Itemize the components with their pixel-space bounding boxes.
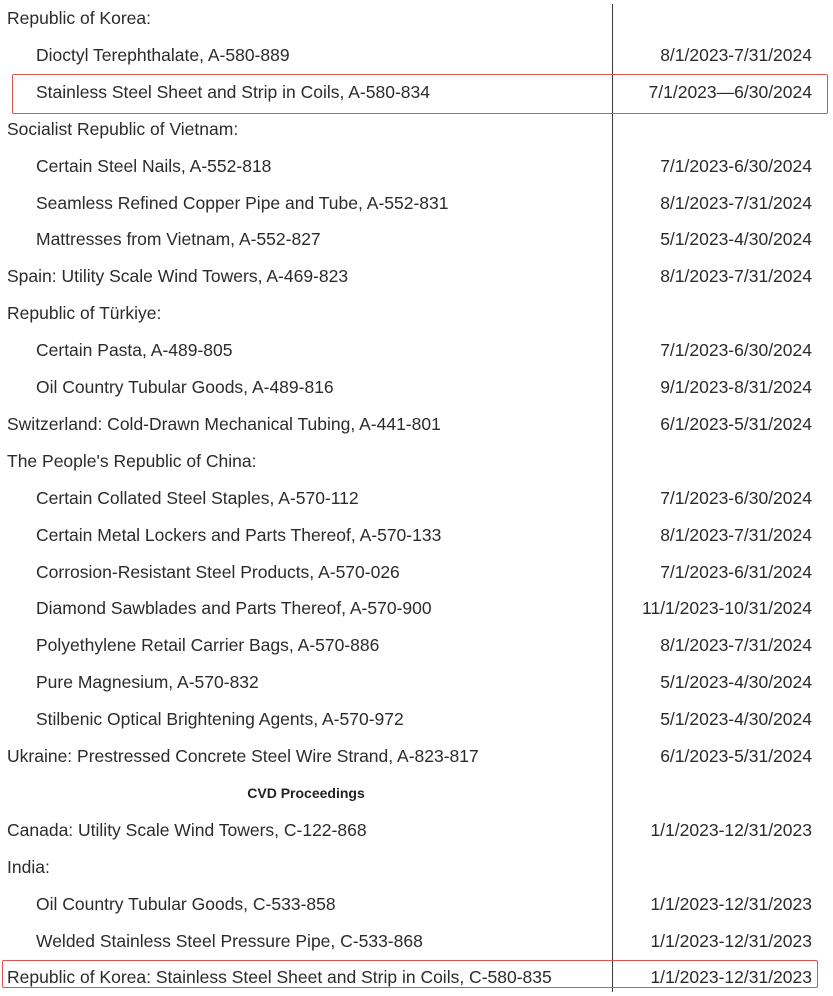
country-label: Canada: Utility Scale Wind Towers, C-122-868 — [7, 820, 367, 840]
review-period: 1/1/2023-12/31/2023 — [650, 894, 812, 914]
section-title: CVD Proceedings — [247, 785, 365, 801]
review-period: 8/1/2023-7/31/2024 — [660, 635, 812, 655]
table-row — [0, 111, 833, 148]
item-label: Mattresses from Vietnam, A-552-827 — [36, 229, 321, 249]
country-label: Ukraine: Prestressed Concrete Steel Wire Strand, A-823-817 — [7, 746, 479, 766]
review-period: 7/1/2023-6/30/2024 — [660, 340, 812, 360]
review-period: 7/1/2023-6/30/2024 — [660, 488, 812, 508]
review-period: 5/1/2023-4/30/2024 — [660, 229, 812, 249]
country-label: Republic of Korea: — [7, 8, 151, 28]
review-period: 5/1/2023-4/30/2024 — [660, 709, 812, 729]
review-period: 9/1/2023-8/31/2024 — [660, 377, 812, 397]
section-header-row — [0, 775, 833, 812]
table-row — [0, 37, 833, 74]
table-row — [0, 959, 833, 996]
table-row — [0, 664, 833, 701]
table-row — [0, 258, 833, 295]
review-period: 5/1/2023-4/30/2024 — [660, 672, 812, 692]
table-row — [0, 221, 833, 258]
country-label: Republic of Türkiye: — [7, 303, 162, 323]
table-row — [0, 923, 833, 960]
country-label: Switzerland: Cold-Drawn Mechanical Tubing, A-441-801 — [7, 414, 441, 434]
review-period: 8/1/2023-7/31/2024 — [660, 266, 812, 286]
item-label: Dioctyl Terephthalate, A-580-889 — [36, 45, 290, 65]
item-label: Welded Stainless Steel Pressure Pipe, C-533-868 — [36, 931, 423, 951]
item-label: Oil Country Tubular Goods, A-489-816 — [36, 377, 334, 397]
table-row — [0, 849, 833, 886]
table-row — [0, 148, 833, 185]
table-row — [0, 185, 833, 222]
country-label: Republic of Korea: Stainless Steel Sheet and Strip in Coils, C-580-835 — [7, 967, 552, 987]
item-label: Seamless Refined Copper Pipe and Tube, A-552-831 — [36, 193, 449, 213]
table-row — [0, 812, 833, 849]
table-row — [0, 443, 833, 480]
review-period: 11/1/2023-10/31/2024 — [642, 598, 812, 618]
table-row — [0, 0, 833, 37]
review-period: 6/1/2023-5/31/2024 — [660, 746, 812, 766]
item-label: Diamond Sawblades and Parts Thereof, A-570-900 — [36, 598, 432, 618]
review-period: 8/1/2023-7/31/2024 — [660, 45, 812, 65]
review-period: 7/1/2023-6/31/2024 — [660, 562, 812, 582]
table-row — [0, 74, 833, 111]
review-period: 8/1/2023-7/31/2024 — [660, 193, 812, 213]
table-row — [0, 517, 833, 554]
review-period: 7/1/2023—6/30/2024 — [648, 82, 812, 102]
review-period: 1/1/2023-12/31/2023 — [650, 820, 812, 840]
review-period: 1/1/2023-12/31/2023 — [650, 967, 812, 987]
item-label: Certain Pasta, A-489-805 — [36, 340, 233, 360]
table-row — [0, 886, 833, 923]
table-row — [0, 406, 833, 443]
table-row — [0, 295, 833, 332]
table-row — [0, 369, 833, 406]
review-period: 1/1/2023-12/31/2023 — [650, 931, 812, 951]
item-label: Stilbenic Optical Brightening Agents, A-570-972 — [36, 709, 404, 729]
review-period: 8/1/2023-7/31/2024 — [660, 525, 812, 545]
table-row — [0, 480, 833, 517]
item-label: Polyethylene Retail Carrier Bags, A-570-886 — [36, 635, 380, 655]
country-label: Socialist Republic of Vietnam: — [7, 119, 239, 139]
table-row — [0, 701, 833, 738]
table-row — [0, 738, 833, 775]
country-label: Spain: Utility Scale Wind Towers, A-469-823 — [7, 266, 349, 286]
item-label: Stainless Steel Sheet and Strip in Coils, A-580-834 — [36, 82, 430, 102]
table-row — [0, 627, 833, 664]
table-row — [0, 332, 833, 369]
table-row — [0, 590, 833, 627]
table-row — [0, 554, 833, 591]
item-label: Certain Collated Steel Staples, A-570-112 — [36, 488, 359, 508]
review-period: 6/1/2023-5/31/2024 — [660, 414, 812, 434]
item-label: Certain Steel Nails, A-552-818 — [36, 156, 272, 176]
country-label: The People's Republic of China: — [7, 451, 257, 471]
country-label: India: — [7, 857, 50, 877]
item-label: Certain Metal Lockers and Parts Thereof, A-570-133 — [36, 525, 442, 545]
item-label: Pure Magnesium, A-570-832 — [36, 672, 259, 692]
item-label: Corrosion-Resistant Steel Products, A-570-026 — [36, 562, 400, 582]
item-label: Oil Country Tubular Goods, C-533-858 — [36, 894, 336, 914]
review-period: 7/1/2023-6/30/2024 — [660, 156, 812, 176]
